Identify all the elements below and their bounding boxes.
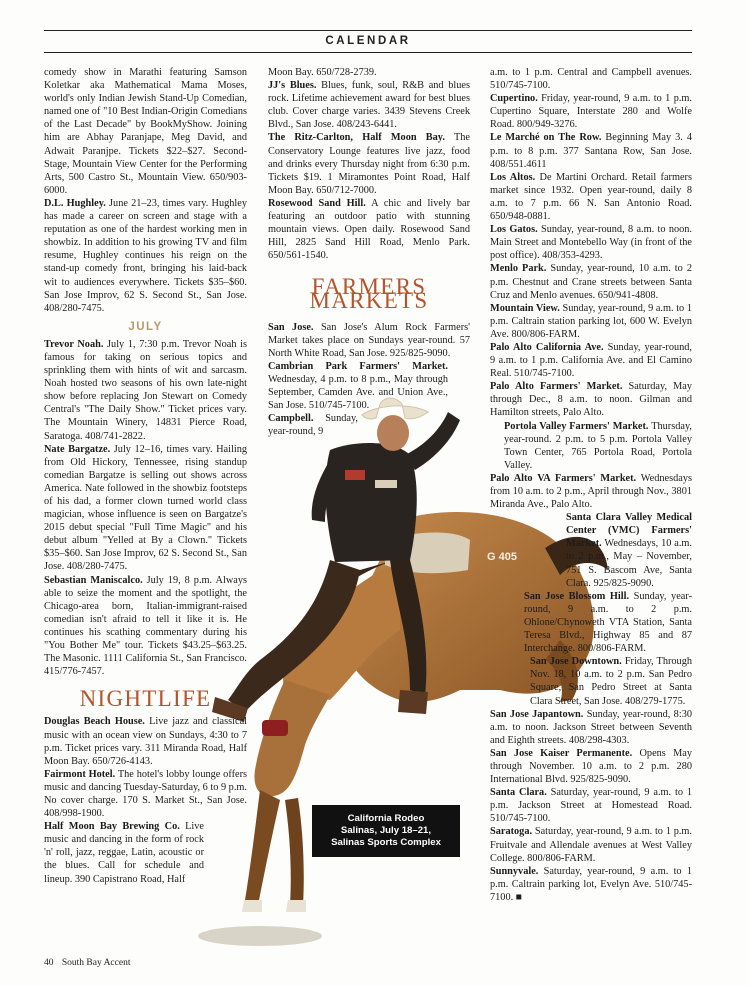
- market-details: Sunday, year-round, 8 a.m. to noon. Main Street and Montebello Way (in front of the post office). 408/353-4293.: [490, 224, 692, 262]
- market-palo-alto: [490, 380, 692, 419]
- market-cambrian-park: [268, 360, 448, 412]
- venue-name: Fairmont Hotel.: [44, 768, 116, 780]
- venue-details: Live music and dancing in the form of rock 'n' roll, jazz, reggae, Latin, acoustic or the blues. Call for schedule and lineup. 390 Capistrano Road, Half: [44, 821, 204, 885]
- market-details: Saturday, year-round, 9 a.m. to 1 p.m. Caltrain parking lot, Evelyn Ave. 510/745-7100. ■: [490, 865, 692, 903]
- venue-rosewood-sand-hill: [268, 197, 470, 262]
- market-details: De Martini Orchard. Retail farmers market since 1932. Open year-round, daily 8 a.m. to 7 p.m. 66 N. San Antonio Road. 650/948-0881.: [490, 171, 692, 223]
- market-name: Mountain View.: [490, 302, 560, 314]
- section-heading-farmers-markets: FARMERS MARKETS: [309, 274, 429, 313]
- event-name: Nate Bargatze.: [44, 443, 111, 455]
- market-name: Santa Clara.: [490, 787, 547, 799]
- venue-continued-text: Moon Bay. 650/728-2739.: [268, 67, 377, 78]
- market-details: Saturday, May through Dec., 8 a.m. to noon. Gilman and Hamilton streets, Palo Alto.: [490, 381, 692, 419]
- market-palo-alto-california-ave: [490, 341, 692, 380]
- horse-front-leg-2: [285, 798, 304, 905]
- horse-hoof-2: [286, 900, 306, 912]
- event-name: D.L. Hughley.: [44, 197, 106, 209]
- page-footer: [44, 958, 130, 968]
- horse-head: [254, 680, 330, 796]
- market-cupertino: [490, 92, 692, 131]
- event-details: July 1, 7:30 p.m. Trevor Noah is famous for taking on serious topics and sprinkling them with hints of wit and sarcasm. Noah hosted two seasons of his own late-night show before replacing Jon Stewart on Comedy Central's "The Daily Show." Ticket prices vary. The Mountain Winery, 14831 Pierce Road, Saratoga. 408/741-2822.: [44, 338, 247, 442]
- column-1: [44, 66, 247, 886]
- venue-half-moon-bay-brewing: [44, 820, 204, 885]
- venue-ritz-carlton: [268, 131, 470, 196]
- market-san-jose-japantown: [490, 708, 692, 747]
- market-san-jose-downtown: [530, 655, 692, 707]
- market-details: Sunday, year-round, 8:30 a.m. to noon. Jackson Street between Seventh and Eighth streets. 408/298-4303.: [490, 708, 692, 746]
- market-details: Sunday, year-round, 9 a.m. to 1 p.m. California Ave. and El Camino Real. 510/745-7100.: [490, 341, 693, 380]
- market-name: Menlo Park.: [490, 263, 547, 275]
- venue-details: Live jazz and classical music with an ocean view on Sundays, 4:30 to 7 p.m. Ticket prices vary. 311 Miranda Road, Half Moon Bay. 650/726-4143.: [44, 716, 248, 767]
- event-name: Sebastian Maniscalco.: [44, 574, 143, 586]
- vest-patch-2: [375, 480, 397, 488]
- horse-front-leg-1: [245, 790, 280, 905]
- market-name: Palo Alto Farmers' Market.: [490, 381, 623, 393]
- ground-shadow: [198, 926, 322, 946]
- month-heading-july: JULY: [128, 320, 163, 333]
- column-3: [490, 66, 692, 904]
- page-number: 40: [44, 958, 54, 968]
- venue-details: The hotel's lobby lounge offers music and dancing Tuesday-Saturday, 6 to 9 p.m. No cover charge. 170 S. Market St., San Jose. 408/998-1900.: [44, 768, 248, 820]
- event-name: Trevor Noah.: [44, 338, 104, 350]
- market-continued-text: a.m. to 1 p.m. Central and Campbell avenues. 510/745-7100.: [490, 67, 692, 92]
- market-mountain-view: [490, 302, 692, 341]
- event-details: July 19, 8 p.m. Always able to seize the moment and the spotlight, the Chicago-area born, Italian-immigrant-raised comedian isn't afraid to tell it like it is. He continues his scathing commentary during his "You Bother Me" tour. Tickets $43.25–$63.25. The Masonic. 1111 California St., San Francisco. 415/776-7457.: [44, 574, 247, 678]
- vest-patch-1: [345, 470, 365, 480]
- market-name: Sunnyvale.: [490, 865, 539, 877]
- event-details: June 21–23, times vary. Hughley has made a career on screen and stage with a reputation as one of the hardest working men in showbiz. In addition to his growing TV and film resume, Hughley continues his reign on the stand-up comedy front, bringing his laid-back wit to audiences everywhere. Tickets $35–$60. San Jose Improv, 62 S. Second St., San Jose. 408/280-7475.: [44, 197, 247, 314]
- market-name: Cupertino.: [490, 93, 538, 105]
- market-name: San Jose Japantown.: [490, 708, 584, 720]
- market-menlo-park: [490, 262, 692, 301]
- market-name: Cambrian Park Farmers' Market.: [268, 360, 448, 372]
- market-details: Wednesdays from 10 a.m. to 2 p.m., April through Nov., 3801 Miranda Ave., Palo Alto.: [490, 472, 692, 511]
- market-san-jose-kaiser: [490, 747, 692, 786]
- column-2: [268, 66, 470, 438]
- market-name: San Jose Kaiser Permanente.: [490, 747, 633, 759]
- venue-name: JJ's Blues.: [268, 80, 317, 92]
- market-details: Sunday, year-round, 10 a.m. to 2 p.m. Chestnut and Crane streets between Santa Cruz and Menlo avenues. 650/941-4808.: [490, 263, 692, 301]
- venue-name: Rosewood Sand Hill.: [268, 197, 366, 209]
- market-saratoga: [490, 825, 692, 864]
- market-name: San Jose Blossom Hill.: [524, 590, 630, 602]
- market-name: Los Gatos.: [490, 224, 538, 236]
- event-trevor-noah: [44, 338, 247, 443]
- market-san-jose: [268, 321, 470, 360]
- market-details: Saturday, year-round, 9 a.m. to 1 p.m. Fruitvale and Allendale avenues at West Valley College. 800/806-FARM.: [490, 826, 692, 864]
- venue-fairmont-hotel: [44, 768, 247, 820]
- market-palo-alto-va: [490, 472, 692, 511]
- market-name: Campbell.: [268, 413, 314, 425]
- market-sunnyvale: [490, 865, 692, 904]
- market-details: Opens May through November. 10 a.m. to 2 p.m. 280 International Blvd. 925/825-9090.: [490, 747, 692, 786]
- market-los-gatos: [490, 223, 692, 262]
- market-details: Wednesday, 4 p.m. to 8 p.m., May through September, Camden Ave. and Union Ave., San Jose. 510/745-7100.: [268, 373, 448, 412]
- venue-details: A chic and lively bar featuring an outdoor patio with stunning mountain views. Open daily. Rosewood Sand Hill, 2825 Sand Hill Road, Menlo Park. 650/561-1540.: [268, 197, 470, 262]
- market-name: San Jose Downtown.: [530, 656, 622, 668]
- market-name: San Jose.: [268, 321, 314, 333]
- market-santa-clara-vmc: [566, 511, 692, 590]
- market-santa-clara: [490, 786, 692, 825]
- venue-name: Douglas Beach House.: [44, 716, 145, 728]
- event-details: July 12–16, times vary. Hailing from Old Hickory, Tennessee, rising standup comedian Bargatze is selling out shows across America. Nate followed in the showbiz footsteps of his dad, a former clown turned world class magician, whose influence is seen on Bargatze's 2015 debut special "Full Time Magic" and his debut album "Yelled at By a Clown." Tickets $35–$60. San Jose Improv, 62 S. Second St., San Jose. 408/280-7475.: [44, 443, 248, 573]
- market-name: Palo Alto California Ave.: [490, 341, 604, 353]
- market-portola-valley: [504, 420, 692, 472]
- market-details: Friday, year-round, 9 a.m. to 1 p.m. Cupertino Square, Interstate 280 and Wolfe Road. 800/949-3276.: [490, 93, 692, 131]
- market-name: Palo Alto VA Farmers' Market.: [490, 472, 637, 484]
- rider-torso: [325, 443, 416, 562]
- event-nate-bargatze: [44, 443, 247, 574]
- market-name: Le Marché on The Row.: [490, 132, 602, 144]
- market-details: Beginning May 3. 4 p.m. to 8 p.m. 377 Santana Row, San Jose. 408/551.4611: [490, 132, 692, 170]
- market-details: Friday, Through Nov. 18, 10 a.m. to 2 p.m. San Pedro Square, San Pedro Street at Santa Clara Street, San Jose. 408/279-1775.: [530, 656, 692, 707]
- venue-name: Half Moon Bay Brewing Co.: [44, 821, 180, 833]
- venue-douglas-beach-house: [44, 715, 247, 767]
- photo-caption: [312, 805, 460, 857]
- rider-boot-2: [398, 690, 428, 714]
- market-details: Sunday, year-round, 9: [268, 413, 358, 438]
- caption-line: California Rodeo: [347, 813, 425, 824]
- venue-name: The Ritz-Carlton, Half Moon Bay.: [268, 132, 445, 144]
- market-details: Wednesdays, 10 a.m. to 2 p.m., May – November, 751 S. Bascom Ave, Santa Clara. 925/825-9090.: [566, 538, 692, 589]
- venue-jjs-blues: [268, 79, 470, 131]
- event-continued-text: comedy show in Marathi featuring Samson Koletkar aka Mathematical Mama Moses, world's only Indian Jewish Stand-Up Comedian, named one of "10 Best Indian-Origin Comedians of the Last Decade" by BookMyShow. Joining him are Abhay Paranjape, Meg David, and Adwait Paranjpe. Tickets $22–$27. Second-Stage, Mountain View Center for the Performing Arts, 500 Castro St., Mountain View. 650/903-6000.: [44, 67, 247, 196]
- section-header: CALENDAR: [325, 35, 411, 47]
- market-details: Sunday, year-round, 9 a.m. to 1 p.m. Caltrain station parking lot, 600 W. Evelyn Ave. 800/806-FARM.: [490, 302, 692, 340]
- market-le-marche: [490, 131, 692, 170]
- event-sebastian-maniscalco: [44, 574, 247, 679]
- section-heading-nightlife: NIGHTLIFE: [79, 686, 212, 712]
- market-details: Sunday, year-round, 9 a.m. to 2 p.m. Ohlone/Chynoweth VTA Station, Santa Teresa Blvd., Highway 85 and 87 Interchange. 800/806-FARM.: [524, 590, 692, 655]
- market-campbell: [268, 412, 358, 438]
- market-name: Saratoga.: [490, 826, 533, 838]
- caption-line: Salinas, July 18–21,: [340, 825, 432, 836]
- market-name: Los Altos.: [490, 171, 536, 183]
- venue-details: Blues, funk, soul, R&B and blues rock. Lifetime achievement award for best blues club. Cover charge varies. 3439 Stevens Creek Blvd., San Jose. 408/243-6441.: [268, 80, 470, 131]
- magazine-name: South Bay Accent: [61, 958, 131, 968]
- horse-hip-number: G 405: [487, 551, 517, 563]
- venue-details: The Conservatory Lounge features live jazz, food and drinks every Thursday night from 6:30 p.m. Tickets $19. 1 Miramontes Point Road, Half Moon Bay. 650/712-7000.: [268, 132, 470, 196]
- caption-line: Salinas Sports Complex: [331, 837, 441, 848]
- market-los-altos: [490, 171, 692, 223]
- market-details: Saturday, year-round, 9 a.m. to 1 p.m. Jackson Street at Homestead Road. 510/745-7100.: [490, 787, 692, 825]
- horse-hoof-1: [242, 900, 262, 912]
- market-san-jose-blossom-hill: [524, 590, 692, 655]
- market-name: Santa Clara Valley Medical Center (VMC) Farmers' Market.: [566, 512, 692, 550]
- market-details: Thursday, year-round. 2 p.m. to 5 p.m. Portola Valley Town Center, 765 Portola Road, Portola Valley.: [504, 420, 692, 471]
- market-name: Portola Valley Farmers' Market.: [504, 420, 649, 432]
- horse-bridle: [262, 720, 288, 736]
- event-dl-hughley: [44, 197, 247, 315]
- market-details: San Jose's Alum Rock Farmers' Market takes place on Sundays year-round. 57 North White Road, San Jose. 925/825-9090.: [268, 321, 470, 359]
